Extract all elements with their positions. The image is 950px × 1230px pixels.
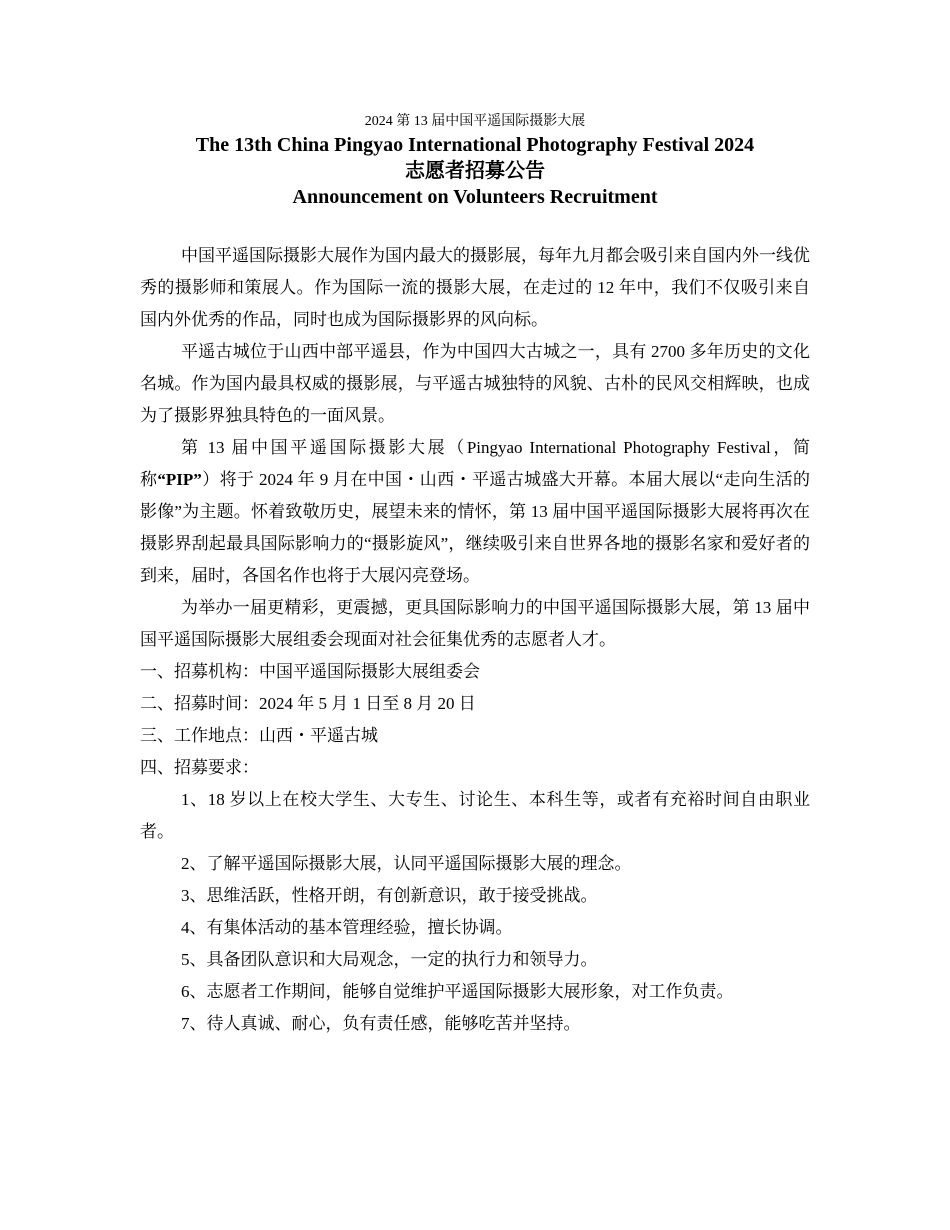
requirement-item: 2、了解平遥国际摄影大展，认同平遥国际摄影大展的理念。 bbox=[181, 854, 632, 873]
requirement-item: 7、待人真诚、耐心，负有责任感，能够吃苦并坚持。 bbox=[181, 1014, 581, 1033]
pip-abbreviation: “PIP” bbox=[157, 470, 202, 489]
requirement-item: 4、有集体活动的基本管理经验，擅长协调。 bbox=[181, 918, 513, 937]
subtitle-chinese: 2024 第 13 届中国平遥国际摄影大展 bbox=[364, 114, 586, 129]
section-requirements-heading: 四、招募要求： bbox=[140, 758, 259, 777]
document-body bbox=[140, 240, 810, 1040]
requirement-item: 3、思维活跃，性格开朗，有创新意识，敢于接受挑战。 bbox=[181, 886, 598, 905]
title-chinese: 志愿者招募公告 bbox=[405, 160, 545, 182]
requirement-item: 1、18 岁以上在校大学生、大专生、讨论生、本科生等，或者有充裕时间自由职业者。 bbox=[140, 790, 810, 841]
section-organizer: 一、招募机构：中国平遥国际摄影大展组委会 bbox=[140, 662, 480, 681]
intro-paragraph-4: 为举办一届更精彩，更震撼，更具国际影响力的中国平遥国际摄影大展，第 13 届中国平遥国际摄影大展组委会现面对社会征集优秀的志愿者人才。 bbox=[140, 598, 810, 649]
title-english: The 13th China Pingyao International Photography Festival 2024 bbox=[195, 134, 755, 156]
intro-paragraph-1: 中国平遥国际摄影大展作为国内最大的摄影展，每年九月都会吸引来自国内外一线优秀的摄影师和策展人。作为国际一流的摄影大展，在走过的 12 年中，我们不仅吸引来自国内外优秀的作品，同时也成为国际摄影界的风向标。 bbox=[140, 246, 810, 329]
intro-paragraph-2: 平遥古城位于山西中部平遥县，作为中国四大古城之一，具有 2700 多年历史的文化名城。作为国内最具权威的摄影展，与平遥古城独特的风貌、古朴的民风交相辉映，也成为了摄影界独具特色的一面风景。 bbox=[140, 342, 810, 425]
section-work-location: 三、工作地点：山西・平遥古城 bbox=[140, 726, 378, 745]
intro-paragraph-3 bbox=[140, 432, 810, 592]
document-header bbox=[0, 112, 950, 210]
intro-paragraph-3-part-a: 第 13 届中国平遥国际摄影大展（Pingyao International Photography Festival，简称 bbox=[140, 438, 810, 489]
requirement-item: 6、志愿者工作期间，能够自觉维护平遥国际摄影大展形象，对工作负责。 bbox=[181, 982, 734, 1001]
intro-paragraph-3-part-c: ）将于 2024 年 9 月在中国・山西・平遥古城盛大开幕。本届大展以“走向生活的影像”为主题。怀着致敬历史，展望未来的情怀，第 13 届中国平遥国际摄影大展将再次在摄影界刮起最具国际影响力的“摄影旋风”，继续吸引来自世界各地的摄影名家和爱好者的到来，届时，各国名作也将于大展闪亮登场。 bbox=[140, 470, 811, 585]
subtitle-english: Announcement on Volunteers Recruitment bbox=[292, 186, 658, 208]
section-recruitment-time: 二、招募时间：2024 年 5 月 1 日至 8 月 20 日 bbox=[140, 694, 476, 713]
requirement-item: 5、具备团队意识和大局观念，一定的执行力和领导力。 bbox=[181, 950, 598, 969]
